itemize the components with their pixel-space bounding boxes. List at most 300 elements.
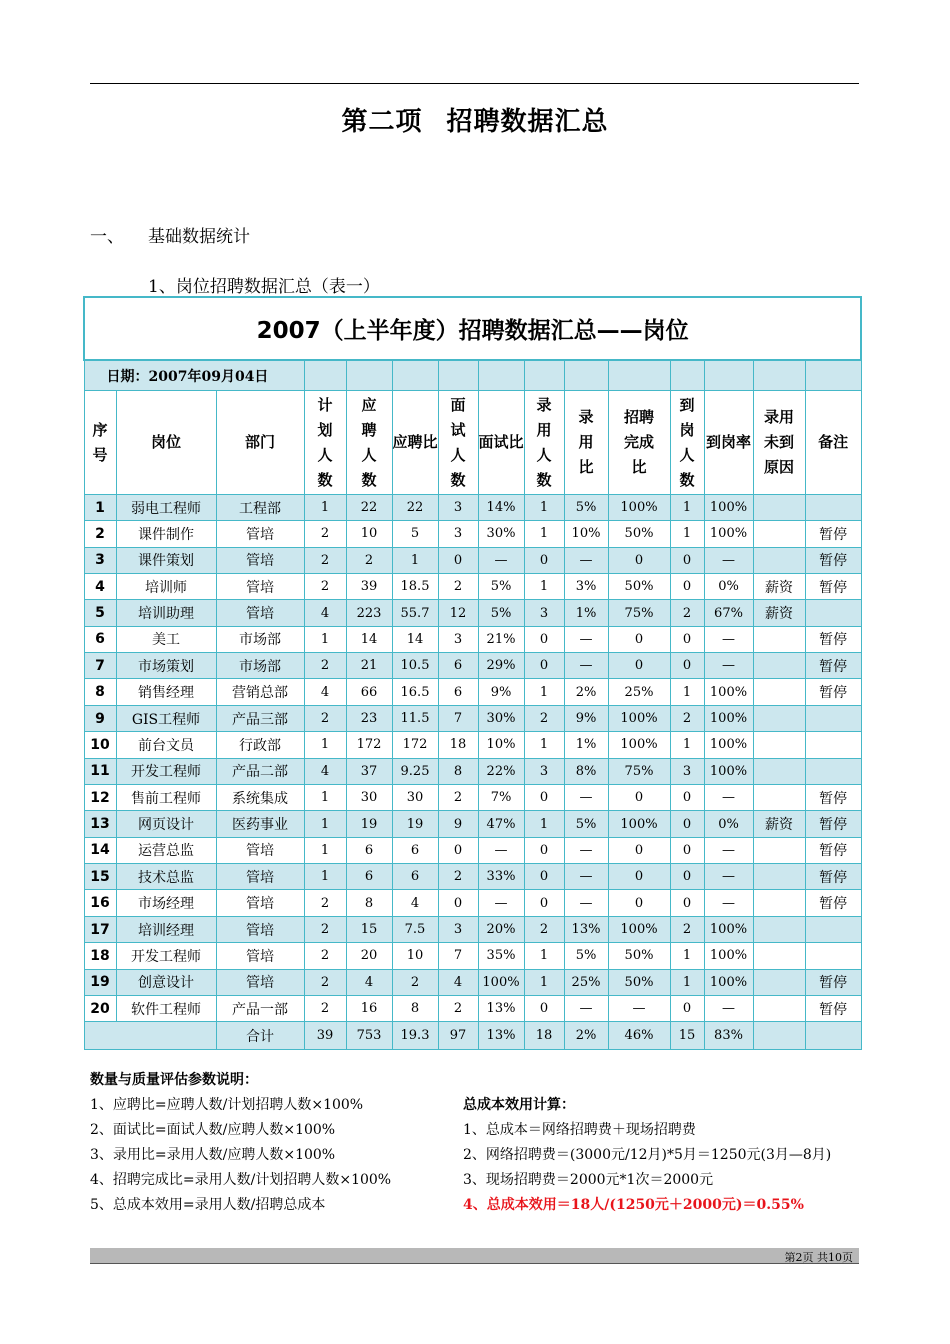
row-number: 9 — [84, 705, 116, 731]
table-cell: — — [704, 626, 753, 652]
table-cell: 2 — [438, 784, 478, 810]
table-cell: 暂停 — [805, 890, 861, 916]
table-cell: 2 — [304, 573, 346, 599]
table-cell: 2 — [346, 547, 392, 573]
table-cell: 14 — [392, 626, 438, 652]
table-cell: 暂停 — [805, 573, 861, 599]
column-header: 面 试 人 数 — [438, 391, 478, 495]
table-cell: 管培 — [216, 573, 304, 599]
table-cell: 37 — [346, 758, 392, 784]
table-cell: 100% — [704, 732, 753, 758]
table-cell: 100% — [704, 521, 753, 547]
table-cell: 18.5 — [392, 573, 438, 599]
table-cell: 营销总部 — [216, 679, 304, 705]
header-rule — [90, 83, 859, 84]
table-cell — [805, 916, 861, 942]
table-cell: 0 — [670, 890, 704, 916]
table-cell: 管培 — [216, 837, 304, 863]
table-cell — [753, 705, 805, 731]
table-cell: 1 — [524, 494, 564, 520]
table-cell: 22 — [392, 494, 438, 520]
table-cell — [805, 705, 861, 731]
table-cell: 销售经理 — [116, 679, 216, 705]
table-cell: 21 — [346, 653, 392, 679]
column-header: 招聘 完成 比 — [608, 391, 670, 495]
table-cell: 0 — [670, 626, 704, 652]
table-cell: 9% — [478, 679, 524, 705]
notes-parameters-heading: 数量与质量评估参数说明： — [90, 1072, 258, 1088]
column-header: 应聘比 — [392, 391, 438, 495]
table-cell: 1 — [524, 811, 564, 837]
table-cell: 8 — [346, 890, 392, 916]
notes-cost-item: 3、现场招聘费＝2000元*1次＝2000元 — [463, 1172, 714, 1188]
table-cell: 暂停 — [805, 837, 861, 863]
table-cell: 2 — [392, 969, 438, 995]
table-cell: 100% — [608, 916, 670, 942]
table-cell: 5% — [564, 943, 608, 969]
row-number: 13 — [84, 811, 116, 837]
notes-cost-item: 1、总成本＝网络招聘费＋现场招聘费 — [463, 1122, 696, 1138]
table-cell: 20 — [346, 943, 392, 969]
table-cell: 8 — [392, 995, 438, 1021]
column-header: 录 用 比 — [564, 391, 608, 495]
subsection-heading: 1、岗位招聘数据汇总（表一） — [148, 277, 380, 297]
table-cell: 19 — [346, 811, 392, 837]
table-cell — [805, 758, 861, 784]
table-cell: 47% — [478, 811, 524, 837]
table-cell — [753, 864, 805, 890]
table-cell: 创意设计 — [116, 969, 216, 995]
notes-parameter-item: 4、招聘完成比=录用人数/计划招聘人数×100% — [90, 1172, 392, 1188]
table-cell: — — [704, 864, 753, 890]
table-cell: 33% — [478, 864, 524, 890]
table-cell: 100% — [704, 916, 753, 942]
table-cell: 产品二部 — [216, 758, 304, 784]
table-cell: 50% — [608, 969, 670, 995]
table-cell: 暂停 — [805, 864, 861, 890]
table-cell: 市场部 — [216, 626, 304, 652]
table-cell: — — [478, 890, 524, 916]
table-cell: 67% — [704, 600, 753, 626]
table-cell — [805, 600, 861, 626]
table-cell: 100% — [704, 705, 753, 731]
table-cell: 2 — [438, 864, 478, 890]
table-cell: 5% — [478, 573, 524, 599]
table-cell: 5% — [478, 600, 524, 626]
table-cell: 18 — [438, 732, 478, 758]
row-number: 14 — [84, 837, 116, 863]
table-cell: 6 — [392, 864, 438, 890]
table-cell: 10 — [392, 943, 438, 969]
table-cell: 课件制作 — [116, 521, 216, 547]
column-header: 部门 — [216, 391, 304, 495]
row-number: 15 — [84, 864, 116, 890]
table-cell: — — [564, 653, 608, 679]
total-label: 合计 — [216, 1022, 304, 1050]
table-cell: 0 — [524, 837, 564, 863]
table-cell: 7 — [438, 705, 478, 731]
column-header: 到 岗 人 数 — [670, 391, 704, 495]
notes-parameter-item: 2、面试比=面试人数/应聘人数×100% — [90, 1122, 336, 1138]
table-cell: 11.5 — [392, 705, 438, 731]
table-cell: 0% — [704, 811, 753, 837]
column-header: 到岗率 — [704, 391, 753, 495]
table-cell: 1 — [304, 732, 346, 758]
table-cell: 培训师 — [116, 573, 216, 599]
table-cell: 1 — [670, 494, 704, 520]
table-cell: 管培 — [216, 521, 304, 547]
table-cell: 产品一部 — [216, 995, 304, 1021]
table-cell: 1 — [670, 679, 704, 705]
table-cell: 0 — [524, 890, 564, 916]
table-cell: — — [704, 837, 753, 863]
table-cell: 3% — [564, 573, 608, 599]
table-cell: 2 — [304, 969, 346, 995]
row-number: 17 — [84, 916, 116, 942]
table-cell: 0 — [608, 653, 670, 679]
table-cell: 1 — [524, 969, 564, 995]
table-cell: 0 — [608, 864, 670, 890]
table-cell: 1 — [304, 811, 346, 837]
table-cell: 0 — [524, 864, 564, 890]
table-cell: — — [564, 890, 608, 916]
table-header-row — [84, 391, 861, 495]
table-cell: 0 — [524, 653, 564, 679]
table-cell: 暂停 — [805, 995, 861, 1021]
table-cell: 0 — [524, 784, 564, 810]
notes-cost-calculation — [463, 1093, 903, 1218]
notes-cost-result: 4、总成本效用＝18人/(1250元＋2000元)＝0.55% — [463, 1197, 804, 1213]
table-cell: — — [704, 784, 753, 810]
table-cell: 20% — [478, 916, 524, 942]
table-row — [84, 811, 861, 837]
table-cell: — — [704, 995, 753, 1021]
table-cell: 4 — [346, 969, 392, 995]
column-header: 面试比 — [478, 391, 524, 495]
table-cell: 前台文员 — [116, 732, 216, 758]
table-cell: 10% — [478, 732, 524, 758]
column-header: 计 划 人 数 — [304, 391, 346, 495]
table-row — [84, 732, 861, 758]
row-number: 1 — [84, 494, 116, 520]
row-number: 11 — [84, 758, 116, 784]
table-cell: 0% — [704, 573, 753, 599]
table-cell: 1 — [304, 626, 346, 652]
table-cell: — — [564, 995, 608, 1021]
table-cell: 10.5 — [392, 653, 438, 679]
table-cell: 5 — [392, 521, 438, 547]
column-header: 应 聘 人 数 — [346, 391, 392, 495]
table-cell: 0 — [524, 626, 564, 652]
table-cell: 4 — [304, 600, 346, 626]
table-cell: 1 — [304, 864, 346, 890]
table-cell: 2 — [304, 890, 346, 916]
table-cell: 14% — [478, 494, 524, 520]
table-cell: 0 — [438, 890, 478, 916]
table-cell: 培训经理 — [116, 916, 216, 942]
table-cell: 1 — [304, 837, 346, 863]
table-cell — [753, 626, 805, 652]
table-cell: 系统集成 — [216, 784, 304, 810]
table-row — [84, 600, 861, 626]
total-cell: 18 — [524, 1022, 564, 1050]
table-cell — [753, 837, 805, 863]
table-cell: 医药事业 — [216, 811, 304, 837]
table-cell: 39 — [346, 573, 392, 599]
notes-parameters — [90, 1068, 460, 1218]
table-cell: 售前工程师 — [116, 784, 216, 810]
table-row — [84, 653, 861, 679]
table-cell: 0 — [608, 890, 670, 916]
table-cell: 0 — [608, 547, 670, 573]
table-cell: 16.5 — [392, 679, 438, 705]
total-cell — [805, 1022, 861, 1050]
table-cell: 100% — [704, 494, 753, 520]
table-cell: 29% — [478, 653, 524, 679]
table-cell: 10% — [564, 521, 608, 547]
table-cell: 产品三部 — [216, 705, 304, 731]
table-cell: 1 — [524, 521, 564, 547]
table-cell — [753, 890, 805, 916]
table-cell: 100% — [608, 732, 670, 758]
table-cell: 0 — [670, 864, 704, 890]
table-cell — [753, 916, 805, 942]
notes-parameter-item: 5、总成本效用=录用人数/招聘总成本 — [90, 1197, 326, 1213]
table-cell: 1 — [304, 784, 346, 810]
table-cell: 9% — [564, 705, 608, 731]
table-cell: 暂停 — [805, 626, 861, 652]
table-cell: 暂停 — [805, 679, 861, 705]
table-cell: 1 — [670, 732, 704, 758]
page-title-part2: 招聘数据汇总 — [446, 107, 609, 137]
table-cell: 工程部 — [216, 494, 304, 520]
table-cell: 管培 — [216, 864, 304, 890]
table-cell: 1 — [670, 969, 704, 995]
table-cell: 75% — [608, 758, 670, 784]
section-label: 基础数据统计 — [148, 227, 250, 247]
table-cell: 172 — [346, 732, 392, 758]
table-cell: 0 — [670, 995, 704, 1021]
table-cell: 100% — [704, 969, 753, 995]
table-row — [84, 573, 861, 599]
table-cell: 30 — [392, 784, 438, 810]
table-row — [84, 547, 861, 573]
table-cell: 25% — [564, 969, 608, 995]
table-cell: 管培 — [216, 600, 304, 626]
table-cell: — — [564, 864, 608, 890]
table-cell: 8 — [438, 758, 478, 784]
table-cell: 市场策划 — [116, 653, 216, 679]
section-number: 一、 — [90, 227, 124, 247]
table-row — [84, 969, 861, 995]
table-cell: 100% — [704, 758, 753, 784]
table-cell: 16 — [346, 995, 392, 1021]
table-cell: 4 — [304, 758, 346, 784]
table-cell: 3 — [524, 758, 564, 784]
table-cell: 2 — [304, 547, 346, 573]
table-cell: 50% — [608, 573, 670, 599]
table-cell: 30% — [478, 705, 524, 731]
table-cell: 19 — [392, 811, 438, 837]
table-cell: 172 — [392, 732, 438, 758]
table-cell: 5% — [564, 494, 608, 520]
table-cell: 0 — [670, 837, 704, 863]
table-cell: 薪资 — [753, 600, 805, 626]
table-row — [84, 995, 861, 1021]
notes-cost-heading: 总成本效用计算： — [463, 1097, 575, 1113]
table-cell: 管培 — [216, 969, 304, 995]
table-cell: 弱电工程师 — [116, 494, 216, 520]
table-cell: 1 — [524, 732, 564, 758]
table-cell: 23 — [346, 705, 392, 731]
table-cell: 2 — [670, 600, 704, 626]
table-cell: 15 — [346, 916, 392, 942]
table-cell: 运营总监 — [116, 837, 216, 863]
table-cell: 0 — [670, 573, 704, 599]
table-cell: 1 — [392, 547, 438, 573]
table-cell: 1% — [564, 600, 608, 626]
total-cell: 2% — [564, 1022, 608, 1050]
table-cell: 暂停 — [805, 969, 861, 995]
table-cell: 35% — [478, 943, 524, 969]
table-cell — [805, 732, 861, 758]
table-cell: 薪资 — [753, 573, 805, 599]
total-cell: 15 — [670, 1022, 704, 1050]
table-cell: 管培 — [216, 547, 304, 573]
table-cell: — — [478, 837, 524, 863]
column-header: 岗位 — [116, 391, 216, 495]
table-cell — [753, 758, 805, 784]
total-cell: 19.3 — [392, 1022, 438, 1050]
table-row — [84, 916, 861, 942]
table-cell: 12 — [438, 600, 478, 626]
table-cell: 100% — [704, 943, 753, 969]
table-cell: 6 — [346, 864, 392, 890]
table-row — [84, 758, 861, 784]
table-row — [84, 890, 861, 916]
table-cell: 0 — [608, 837, 670, 863]
table-cell: 6 — [392, 837, 438, 863]
table-cell: — — [564, 837, 608, 863]
table-cell — [753, 732, 805, 758]
row-number: 19 — [84, 969, 116, 995]
table-cell — [753, 943, 805, 969]
table-cell: 管培 — [216, 943, 304, 969]
table-cell: 2 — [304, 943, 346, 969]
row-number: 10 — [84, 732, 116, 758]
table-cell: 13% — [478, 995, 524, 1021]
table-cell: 1 — [524, 573, 564, 599]
table-cell: 2 — [438, 995, 478, 1021]
table-cell — [753, 784, 805, 810]
row-number: 20 — [84, 995, 116, 1021]
table-cell: 网页设计 — [116, 811, 216, 837]
total-cell: 39 — [304, 1022, 346, 1050]
table-cell: 22 — [346, 494, 392, 520]
table-cell: 100% — [478, 969, 524, 995]
table-cell: 9 — [438, 811, 478, 837]
table-cell: 开发工程师 — [116, 758, 216, 784]
table-cell: 0 — [670, 653, 704, 679]
table-cell: 技术总监 — [116, 864, 216, 890]
table-cell: 4 — [392, 890, 438, 916]
table-row — [84, 943, 861, 969]
table-cell: — — [478, 547, 524, 573]
table-cell: 2 — [304, 705, 346, 731]
table-cell: 55.7 — [392, 600, 438, 626]
table-cell: 1 — [524, 679, 564, 705]
page-number: 第2页 共10页 — [784, 1251, 853, 1264]
table-row — [84, 679, 861, 705]
table-row — [84, 521, 861, 547]
table-cell: 6 — [438, 679, 478, 705]
table-cell: 0 — [670, 811, 704, 837]
table-cell — [753, 969, 805, 995]
row-number: 6 — [84, 626, 116, 652]
column-header: 备注 — [805, 391, 861, 495]
table-cell: 管培 — [216, 890, 304, 916]
table-cell: 市场部 — [216, 653, 304, 679]
table-cell: 4 — [438, 969, 478, 995]
table-cell: 1 — [524, 943, 564, 969]
table-cell: 暂停 — [805, 811, 861, 837]
total-cell: 753 — [346, 1022, 392, 1050]
table-cell: 223 — [346, 600, 392, 626]
table-cell: 100% — [608, 811, 670, 837]
table-cell: 0 — [670, 784, 704, 810]
table-cell: 3 — [670, 758, 704, 784]
table-cell: 行政部 — [216, 732, 304, 758]
row-number: 3 — [84, 547, 116, 573]
table-cell: 21% — [478, 626, 524, 652]
table-title-row — [84, 297, 861, 360]
table-row — [84, 705, 861, 731]
table-row — [84, 784, 861, 810]
notes-cost-item: 2、网络招聘费＝(3000元/12月)*5月＝1250元(3月—8月) — [463, 1147, 832, 1163]
table-cell: 市场经理 — [116, 890, 216, 916]
table-cell — [753, 521, 805, 547]
table-cell: 9.25 — [392, 758, 438, 784]
table-cell: 25% — [608, 679, 670, 705]
table-cell: 培训助理 — [116, 600, 216, 626]
section-heading — [90, 222, 250, 247]
table-cell: — — [608, 995, 670, 1021]
table-cell: 3 — [438, 494, 478, 520]
table-cell: 4 — [304, 679, 346, 705]
table-cell: 0 — [670, 547, 704, 573]
table-cell: 1% — [564, 732, 608, 758]
table-cell: 50% — [608, 521, 670, 547]
table-cell: 课件策划 — [116, 547, 216, 573]
table-cell: — — [564, 626, 608, 652]
table-cell: 13% — [564, 916, 608, 942]
table-cell: 暂停 — [805, 547, 861, 573]
table-cell: 管培 — [216, 916, 304, 942]
table-cell: 3 — [524, 600, 564, 626]
table-cell: 0 — [438, 547, 478, 573]
table-cell: 100% — [704, 679, 753, 705]
page-title-part1: 第二项 — [341, 107, 423, 137]
table-cell: 1 — [670, 521, 704, 547]
notes-parameter-item: 3、录用比=录用人数/应聘人数×100% — [90, 1147, 336, 1163]
column-header: 录用 未到 原因 — [753, 391, 805, 495]
total-cell: 97 — [438, 1022, 478, 1050]
table-cell: GIS工程师 — [116, 705, 216, 731]
table-cell — [753, 653, 805, 679]
table-cell: 8% — [564, 758, 608, 784]
table-cell: 2 — [524, 705, 564, 731]
table-cell — [753, 995, 805, 1021]
